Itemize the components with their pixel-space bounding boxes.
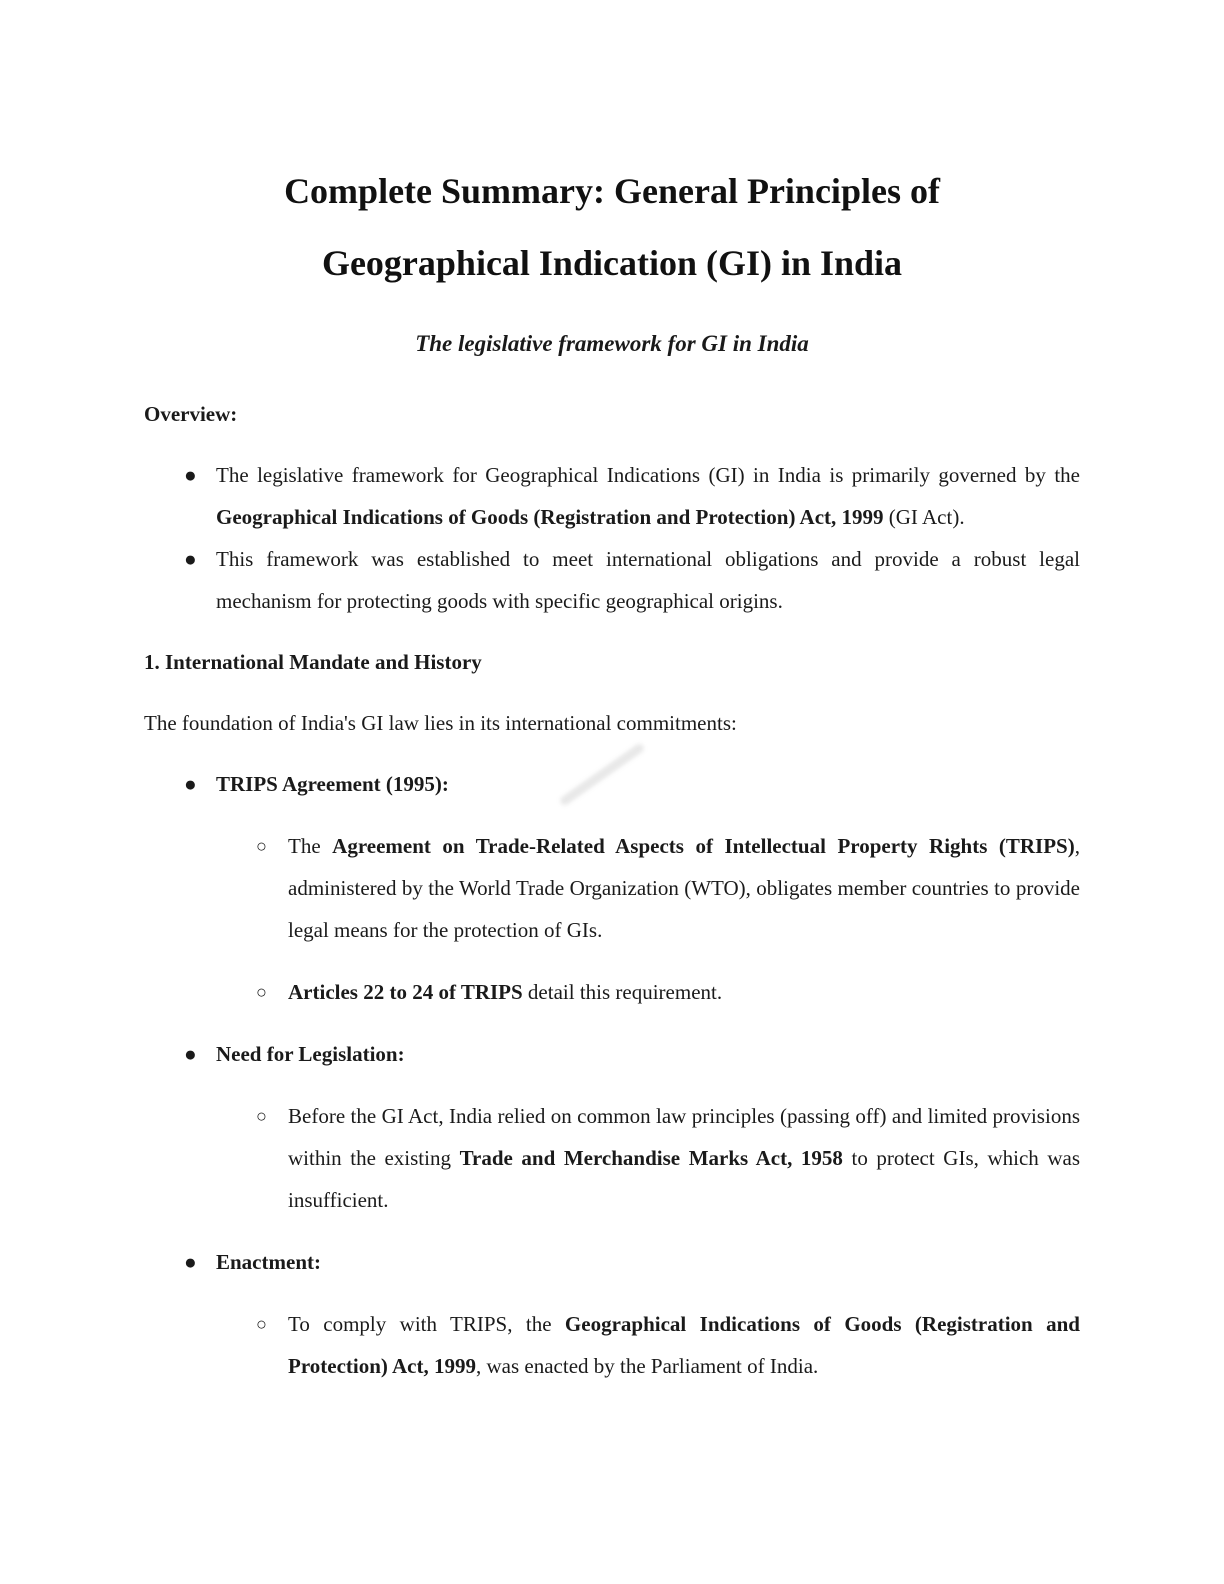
list-subitem (144, 971, 1080, 1013)
document-subtitle: The legislative framework for GI in India (415, 331, 809, 356)
text-run-bold: Articles 22 to 24 of TRIPS (288, 980, 523, 1004)
bullet-hollow-icon: ○ (256, 1106, 267, 1126)
list-item (144, 538, 1080, 622)
list-item-text (216, 454, 1080, 538)
bullet-filled-icon: ● (184, 772, 197, 796)
text-run: This framework was established to meet international obligations and provide a robust legal mechanism for protecting goods with specific geographical origins. (216, 547, 1080, 613)
text-run: , was enacted by the Parliament of India. (475, 1354, 819, 1378)
section1-intro: The foundation of India's GI law lies in its international commitments: (144, 711, 737, 735)
section1-list (144, 763, 1080, 1387)
section1-heading: 1. International Mandate and History (144, 650, 482, 674)
text-run: The (288, 834, 333, 858)
bullet-hollow-icon: ○ (256, 982, 267, 1002)
list-item-label: Need for Legislation: (216, 1042, 405, 1066)
document-title-line2: Geographical Indication (GI) in India (321, 243, 903, 283)
list-subitem (144, 1095, 1080, 1221)
text-run-bold: Geographical Indications of Goods (Registration and Protection) Act, 1999 (288, 1312, 1080, 1378)
document-title (144, 155, 1080, 299)
list-subitem (144, 1303, 1080, 1387)
bullet-filled-icon: ● (184, 1042, 197, 1066)
text-run: (GI Act). (883, 505, 965, 529)
document-title-line1: Complete Summary: General Principles of (284, 171, 940, 211)
list-item-text (288, 1095, 1080, 1221)
text-run: , administered by the World Trade Organization (WTO), obligates member countries to provide legal means for the protection of GIs. (288, 834, 1080, 942)
list-item (144, 1241, 1080, 1283)
list-item-text (288, 1303, 1080, 1387)
list-item (144, 1033, 1080, 1075)
bullet-hollow-icon: ○ (256, 836, 267, 856)
text-run: The legislative framework for Geographical Indications (GI) in India is primarily governed by the (216, 463, 1080, 487)
list-item-text (216, 538, 1080, 622)
text-run: to protect GIs, which was insufficient. (288, 1146, 1081, 1212)
list-item (144, 454, 1080, 538)
bullet-hollow-icon: ○ (256, 1314, 267, 1334)
list-item-text (288, 825, 1080, 951)
bullet-filled-icon: ● (184, 547, 197, 571)
bullet-filled-icon: ● (184, 463, 197, 487)
list-item-label: Enactment: (216, 1250, 321, 1274)
text-run-bold: Agreement on Trade-Related Aspects of Intellectual Property Rights (TRIPS) (332, 834, 1075, 858)
list-subitem (144, 825, 1080, 951)
text-run-bold: Trade and Merchandise Marks Act, 1958 (459, 1146, 843, 1170)
overview-heading: Overview: (144, 402, 238, 426)
list-item-text (288, 971, 1080, 1013)
text-run: To comply with TRIPS, the (288, 1312, 565, 1336)
bullet-filled-icon: ● (184, 1250, 197, 1274)
text-run: Before the GI Act, India relied on common law principles (passing off) and limited provisions within the existing (288, 1104, 1080, 1170)
text-run: detail this requirement. (522, 980, 723, 1004)
list-item-label: TRIPS Agreement (1995): (216, 772, 449, 796)
overview-list (144, 454, 1080, 622)
text-run-bold: Geographical Indications of Goods (Registration and Protection) Act, 1999 (216, 505, 884, 529)
